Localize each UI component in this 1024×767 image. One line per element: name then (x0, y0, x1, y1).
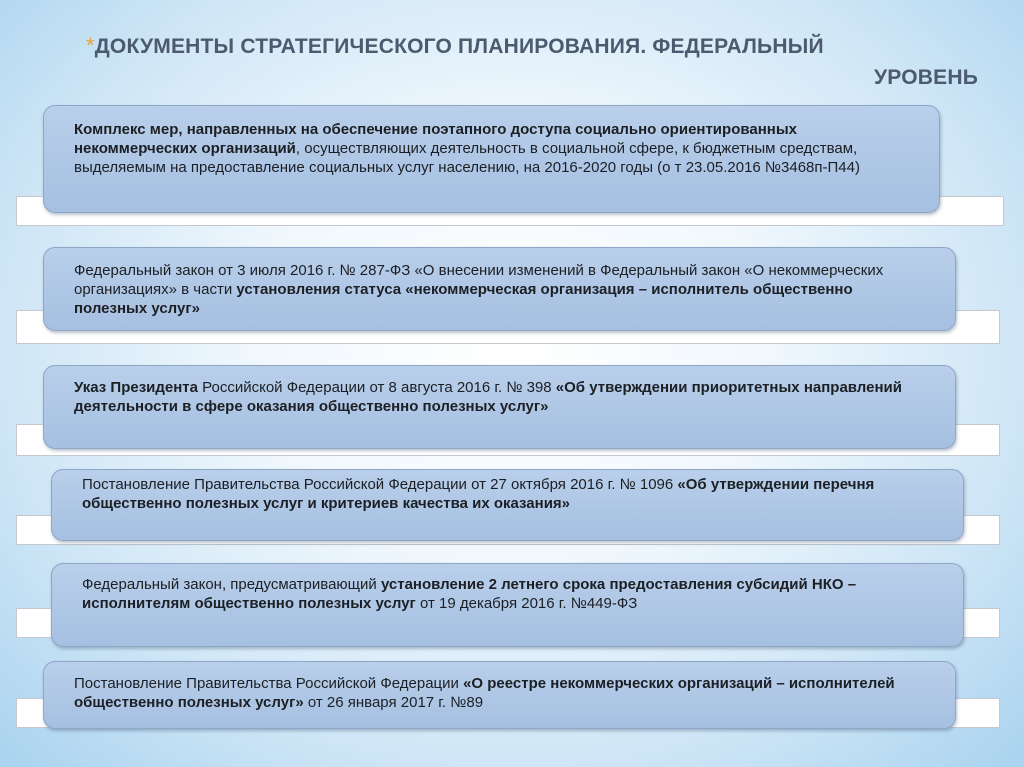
card-president-decree-398 (43, 365, 956, 449)
card-2-bold: установления статуса «некоммерческая организация – исполнитель общественно полезных услуг» (74, 281, 853, 317)
slide-title (86, 30, 986, 93)
title-line-2: УРОВЕНЬ (874, 66, 978, 89)
card-2-text: Федеральный закон от 3 июля 2016 г. № 287-ФЗ «О внесении изменений в Федеральный закон «О некоммерческих организациях» в части (74, 262, 884, 298)
card-1-bold: Комплекс мер, направленных на обеспечение поэтапного доступа социально ориентированных некоммерческих организаций (74, 121, 797, 157)
title-line-1: ДОКУМЕНТЫ СТРАТЕГИЧЕСКОГО ПЛАНИРОВАНИЯ. ФЕДЕРАЛЬНЫЙ (94, 35, 824, 58)
card-3-bold-2: «Об утверждении приоритетных направлений деятельности в сфере оказания общественно полезных услуг» (74, 379, 902, 415)
card-5-text-1: Федеральный закон, предусматривающий (82, 576, 381, 593)
card-6-text-2: от 26 января 2017 г. №89 (303, 694, 484, 711)
card-5-bold: установление 2 летнего срока предоставления субсидий НКО – исполнителям общественно полезных услуг (82, 576, 857, 612)
title-star: * (86, 33, 95, 58)
card-6-text-1: Постановление Правительства Российской Федерации (74, 675, 464, 692)
card-3-text: Российской Федерации от 8 августа 2016 г. № 398 (198, 379, 556, 396)
card-strategy-measures (43, 105, 940, 213)
card-4-bold: «Об утверждении перечня общественно полезных услуг и критериев качества их оказания» (82, 476, 875, 512)
card-federal-law-287 (43, 247, 956, 331)
card-federal-law-449 (51, 563, 964, 647)
card-government-resolution-89 (43, 661, 956, 729)
card-4-text: Постановление Правительства Российской Федерации от 27 октября 2016 г. № 1096 (82, 476, 678, 493)
card-6-bold: «О реестре некоммерческих организаций – исполнителей общественно полезных услуг» (74, 675, 895, 711)
card-1-text: , осуществляющих деятельность в социальной сфере, к бюджетным средствам, выделяемым на предоставление социальных услуг населению, на 2016-2020 годы (о т 23.05.2016 №3468п-П44) (74, 140, 860, 176)
card-5-text-2: от 19 декабря 2016 г. №449-ФЗ (415, 595, 638, 612)
card-3-bold-1: Указ Президента (74, 379, 198, 396)
card-government-resolution-1096 (51, 469, 964, 541)
